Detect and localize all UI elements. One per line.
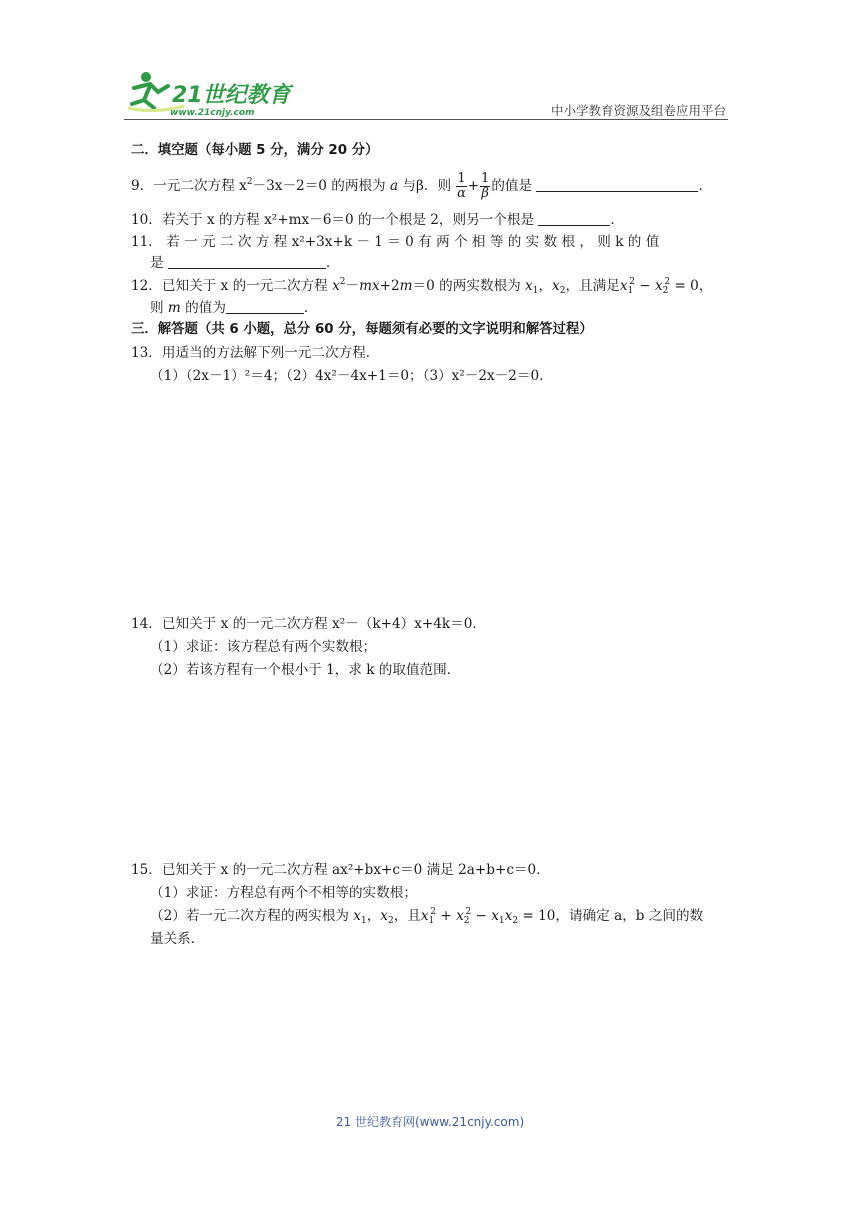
page-header	[124, 68, 728, 120]
question-11-line2: 是 .	[150, 255, 331, 271]
question-10: 10．若关于 x 的方程 x²+mx－6＝0 的一个根是 2，则另一个根是 .	[131, 212, 615, 228]
question-14-stem: 14．已知关于 x 的一元二次方程 x²－（k+4）x+4k＝0．	[131, 616, 487, 632]
section-3-title: 三．解答题（共 6 小题，总分 60 分，每题须有必要的文字说明和解答过程）	[131, 322, 593, 337]
question-13-stem: 13．用适当的方法解下列一元二次方程．	[131, 345, 380, 361]
section-2-title: 二．填空题（每小题 5 分，满分 20 分）	[131, 143, 379, 158]
question-15-stem: 15．已知关于 x 的一元二次方程 ax²+bx+c＝0 满足 2a+b+c＝0．	[131, 862, 550, 878]
svg-text:21世纪教育: 21世纪教育	[172, 83, 291, 108]
question-12-line1: 12．已知关于 x 的一元二次方程 $x^2-mx+2m=0$ 的两实数根为 $x_1$，$x_2$，且满足$x_1^2 - x_2^2 = 0$，	[131, 277, 713, 296]
question-15-part-2: （2）若一元二次方程的两实根为 $x_1$，$x_2$，且$x_1^2 + x_2^2 - x_1x_2 = 10$，请确定 a，b 之间的数	[150, 907, 704, 926]
question-15-part-2-cont: 量关系．	[150, 931, 205, 947]
header-divider	[124, 119, 728, 120]
question-13-parts: （1）（2x－1）²＝4；（2）4x²－4x+1＝0；（3）x²－2x－2＝0．	[150, 368, 553, 384]
question-12-line2: 则 m 的值为 .	[150, 300, 309, 316]
question-15-part-1: （1）求证：方程总有两个不相等的实数根；	[150, 885, 417, 901]
logo-21cnjy	[124, 68, 294, 118]
question-14-part-1: （1）求证：该方程总有两个实数根；	[150, 639, 377, 655]
answer-blank-10[interactable]	[538, 211, 610, 226]
question-14-part-2: （2）若该方程有一个根小于 1，求 k 的取值范围．	[150, 662, 461, 678]
page-footer[interactable]: 21 世纪教育网(www.21cnjy.com)	[335, 1115, 525, 1129]
fraction-1-alpha: $\frac{1}{\alpha}$	[457, 171, 466, 201]
platform-name: 中小学教育资源及组卷应用平台	[550, 103, 726, 118]
answer-blank-12[interactable]	[226, 299, 304, 314]
answer-blank-9[interactable]	[536, 177, 698, 192]
answer-blank-11[interactable]	[168, 254, 326, 269]
question-11-line1: 11． 若 一 元 二 次 方 程 x²+3x+k － 1 ＝ 0 有 两 个 相 等 的 实 数 根 ， 则 k 的 值	[131, 234, 660, 250]
fraction-1-beta: $\frac{1}{\beta}$	[481, 171, 490, 201]
svg-text:www.21cnjy.com: www.21cnjy.com	[170, 108, 255, 118]
question-9: 9．一元二次方程 $x^2-3x-2=0$ 的两根为 a 与β．则 $\frac{1}{\alpha}$ + $\frac{1}{\beta}$ 的值是 .	[131, 171, 703, 201]
